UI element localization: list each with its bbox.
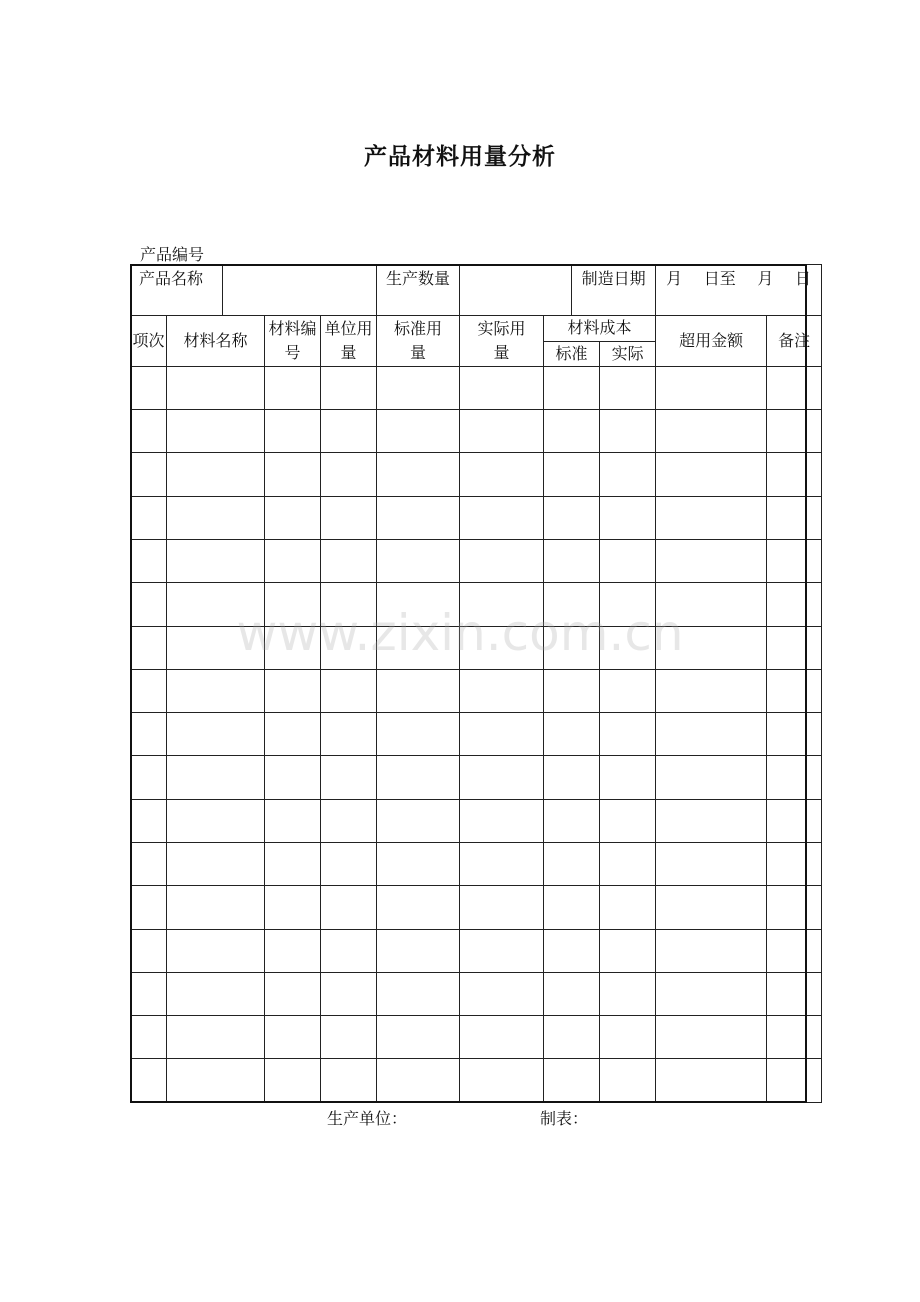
cell-material-name[interactable] bbox=[167, 539, 265, 582]
table-row bbox=[131, 929, 822, 972]
cell-cost-standard[interactable] bbox=[544, 669, 600, 712]
cell-material-name[interactable] bbox=[167, 799, 265, 842]
cell-remarks[interactable] bbox=[767, 1016, 822, 1059]
cell-standard-usage[interactable] bbox=[377, 886, 460, 929]
cell-material-code[interactable] bbox=[265, 583, 321, 626]
cell-remarks[interactable] bbox=[767, 972, 822, 1015]
cell-item-no[interactable] bbox=[131, 366, 167, 409]
table-row bbox=[131, 972, 822, 1015]
cell-actual-usage[interactable] bbox=[460, 886, 544, 929]
cell-overuse-amount[interactable] bbox=[656, 756, 767, 799]
cell-cost-standard[interactable] bbox=[544, 410, 600, 453]
cell-overuse-amount[interactable] bbox=[656, 972, 767, 1015]
table-row bbox=[131, 453, 822, 496]
cell-remarks[interactable] bbox=[767, 496, 822, 539]
cell-material-code[interactable] bbox=[265, 626, 321, 669]
cell-cost-actual[interactable] bbox=[600, 410, 656, 453]
cell-actual-usage[interactable] bbox=[460, 842, 544, 885]
col-material-name: 材料名称 bbox=[167, 316, 265, 366]
cell-unit-usage[interactable] bbox=[321, 1059, 377, 1103]
cell-cost-actual[interactable] bbox=[600, 453, 656, 496]
cell-standard-usage[interactable] bbox=[377, 799, 460, 842]
cell-material-name[interactable] bbox=[167, 886, 265, 929]
cell-standard-usage[interactable] bbox=[377, 842, 460, 885]
cell-unit-usage[interactable] bbox=[321, 1016, 377, 1059]
cell-item-no[interactable] bbox=[131, 669, 167, 712]
column-header-row-1 bbox=[131, 316, 822, 341]
cell-remarks[interactable] bbox=[767, 539, 822, 582]
col-cost-standard: 标准 bbox=[544, 341, 600, 366]
cell-item-no[interactable] bbox=[131, 842, 167, 885]
cell-material-name[interactable] bbox=[167, 756, 265, 799]
cell-item-no[interactable] bbox=[131, 972, 167, 1015]
cell-material-name[interactable] bbox=[167, 842, 265, 885]
cell-material-code[interactable] bbox=[265, 713, 321, 756]
cell-cost-standard[interactable] bbox=[544, 453, 600, 496]
product-name-field[interactable] bbox=[223, 265, 377, 316]
cell-cost-actual[interactable] bbox=[600, 842, 656, 885]
cell-standard-usage[interactable] bbox=[377, 972, 460, 1015]
cell-material-name[interactable] bbox=[167, 583, 265, 626]
cell-actual-usage[interactable] bbox=[460, 453, 544, 496]
cell-actual-usage[interactable] bbox=[460, 756, 544, 799]
cell-remarks[interactable] bbox=[767, 713, 822, 756]
date-month-to: 月 bbox=[757, 269, 774, 288]
cell-cost-standard[interactable] bbox=[544, 366, 600, 409]
col-overuse-amount: 超用金额 bbox=[656, 316, 767, 366]
cell-unit-usage[interactable] bbox=[321, 583, 377, 626]
cell-overuse-amount[interactable] bbox=[656, 366, 767, 409]
cell-remarks[interactable] bbox=[767, 799, 822, 842]
table-row bbox=[131, 756, 822, 799]
cell-unit-usage[interactable] bbox=[321, 713, 377, 756]
cell-overuse-amount[interactable] bbox=[656, 453, 767, 496]
cell-unit-usage[interactable] bbox=[321, 842, 377, 885]
product-code-label: 产品编号 bbox=[140, 245, 205, 264]
cell-cost-actual[interactable] bbox=[600, 972, 656, 1015]
cell-remarks[interactable] bbox=[767, 756, 822, 799]
cell-material-name[interactable] bbox=[167, 713, 265, 756]
cell-actual-usage[interactable] bbox=[460, 626, 544, 669]
cell-remarks[interactable] bbox=[767, 626, 822, 669]
cell-cost-standard[interactable] bbox=[544, 539, 600, 582]
watermark: www.zixin.com.cn bbox=[236, 604, 684, 662]
cell-overuse-amount[interactable] bbox=[656, 410, 767, 453]
cell-standard-usage[interactable] bbox=[377, 496, 460, 539]
cell-cost-standard[interactable] bbox=[544, 842, 600, 885]
cell-overuse-amount[interactable] bbox=[656, 1059, 767, 1103]
table-row bbox=[131, 886, 822, 929]
cell-unit-usage[interactable] bbox=[321, 539, 377, 582]
date-day-to: 日至 bbox=[703, 269, 736, 288]
cell-material-name[interactable] bbox=[167, 1059, 265, 1103]
cell-unit-usage[interactable] bbox=[321, 453, 377, 496]
col-standard-usage: 标准用量 bbox=[377, 316, 460, 366]
cell-standard-usage[interactable] bbox=[377, 1016, 460, 1059]
table-row bbox=[131, 1059, 822, 1103]
cell-cost-actual[interactable] bbox=[600, 366, 656, 409]
prepared-by-label: 制表： bbox=[540, 1109, 589, 1128]
cell-material-name[interactable] bbox=[167, 929, 265, 972]
cell-remarks[interactable] bbox=[767, 1059, 822, 1103]
cell-unit-usage[interactable] bbox=[321, 972, 377, 1015]
cell-remarks[interactable] bbox=[767, 583, 822, 626]
table-row bbox=[131, 626, 822, 669]
cell-standard-usage[interactable] bbox=[377, 756, 460, 799]
cell-cost-standard[interactable] bbox=[544, 583, 600, 626]
cell-material-code[interactable] bbox=[265, 539, 321, 582]
cell-material-name[interactable] bbox=[167, 496, 265, 539]
table-row bbox=[131, 410, 822, 453]
cell-overuse-amount[interactable] bbox=[656, 669, 767, 712]
cell-material-name[interactable] bbox=[167, 366, 265, 409]
cell-cost-actual[interactable] bbox=[600, 929, 656, 972]
col-cost-actual: 实际 bbox=[600, 341, 656, 366]
cell-unit-usage[interactable] bbox=[321, 929, 377, 972]
cell-item-no[interactable] bbox=[131, 929, 167, 972]
cell-cost-actual[interactable] bbox=[600, 713, 656, 756]
cell-item-no[interactable] bbox=[131, 410, 167, 453]
cell-actual-usage[interactable] bbox=[460, 410, 544, 453]
cell-cost-standard[interactable] bbox=[544, 756, 600, 799]
cell-standard-usage[interactable] bbox=[377, 929, 460, 972]
cell-material-name[interactable] bbox=[167, 410, 265, 453]
cell-item-no[interactable] bbox=[131, 1016, 167, 1059]
cell-actual-usage[interactable] bbox=[460, 539, 544, 582]
cell-standard-usage[interactable] bbox=[377, 410, 460, 453]
cell-item-no[interactable] bbox=[131, 1059, 167, 1103]
cell-item-no[interactable] bbox=[131, 626, 167, 669]
cell-cost-actual[interactable] bbox=[600, 799, 656, 842]
cell-actual-usage[interactable] bbox=[460, 496, 544, 539]
cell-remarks[interactable] bbox=[767, 669, 822, 712]
page-title: 产品材料用量分析 bbox=[364, 144, 556, 170]
col-material-code: 材料编号 bbox=[265, 316, 321, 366]
cell-material-code[interactable] bbox=[265, 756, 321, 799]
cell-unit-usage[interactable] bbox=[321, 886, 377, 929]
cell-item-no[interactable] bbox=[131, 453, 167, 496]
col-item-no: 项次 bbox=[131, 316, 167, 366]
cell-actual-usage[interactable] bbox=[460, 972, 544, 1015]
cell-item-no[interactable] bbox=[131, 583, 167, 626]
cell-material-name[interactable] bbox=[167, 453, 265, 496]
production-qty-field[interactable] bbox=[460, 265, 572, 316]
cell-item-no[interactable] bbox=[131, 886, 167, 929]
cell-cost-actual[interactable] bbox=[600, 1016, 656, 1059]
col-actual-usage: 实际用量 bbox=[460, 316, 544, 366]
cell-actual-usage[interactable] bbox=[460, 366, 544, 409]
cell-cost-actual[interactable] bbox=[600, 756, 656, 799]
cell-overuse-amount[interactable] bbox=[656, 842, 767, 885]
production-qty-label: 生产数量 bbox=[377, 265, 460, 316]
cell-standard-usage[interactable] bbox=[377, 1059, 460, 1103]
table-row bbox=[131, 366, 822, 409]
cell-material-code[interactable] bbox=[265, 410, 321, 453]
cell-material-code[interactable] bbox=[265, 1016, 321, 1059]
cell-actual-usage[interactable] bbox=[460, 1016, 544, 1059]
table-row bbox=[131, 539, 822, 582]
cell-unit-usage[interactable] bbox=[321, 799, 377, 842]
cell-cost-actual[interactable] bbox=[600, 1059, 656, 1103]
header-info-row bbox=[131, 265, 822, 316]
cell-cost-standard[interactable] bbox=[544, 972, 600, 1015]
product-name-label: 产品名称 bbox=[131, 265, 223, 316]
cell-material-code[interactable] bbox=[265, 799, 321, 842]
cell-overuse-amount[interactable] bbox=[656, 886, 767, 929]
table-row bbox=[131, 799, 822, 842]
cell-unit-usage[interactable] bbox=[321, 669, 377, 712]
cell-cost-standard[interactable] bbox=[544, 799, 600, 842]
cell-standard-usage[interactable] bbox=[377, 583, 460, 626]
material-usage-table bbox=[130, 264, 822, 1103]
cell-unit-usage[interactable] bbox=[321, 626, 377, 669]
cell-cost-standard[interactable] bbox=[544, 929, 600, 972]
cell-item-no[interactable] bbox=[131, 713, 167, 756]
cell-material-code[interactable] bbox=[265, 496, 321, 539]
cell-cost-standard[interactable] bbox=[544, 1016, 600, 1059]
cell-actual-usage[interactable] bbox=[460, 713, 544, 756]
table-row bbox=[131, 1016, 822, 1059]
cell-material-code[interactable] bbox=[265, 453, 321, 496]
cell-item-no[interactable] bbox=[131, 799, 167, 842]
cell-material-code[interactable] bbox=[265, 366, 321, 409]
mfg-date-label: 制造日期 bbox=[572, 265, 656, 316]
cell-unit-usage[interactable] bbox=[321, 366, 377, 409]
cell-overuse-amount[interactable] bbox=[656, 539, 767, 582]
cell-material-code[interactable] bbox=[265, 1059, 321, 1103]
cell-cost-standard[interactable] bbox=[544, 496, 600, 539]
cell-standard-usage[interactable] bbox=[377, 366, 460, 409]
table-row bbox=[131, 713, 822, 756]
cell-material-code[interactable] bbox=[265, 886, 321, 929]
date-month-from: 月 bbox=[666, 269, 683, 288]
table-row bbox=[131, 669, 822, 712]
cell-remarks[interactable] bbox=[767, 886, 822, 929]
cell-overuse-amount[interactable] bbox=[656, 1016, 767, 1059]
cell-overuse-amount[interactable] bbox=[656, 496, 767, 539]
cell-overuse-amount[interactable] bbox=[656, 929, 767, 972]
cell-remarks[interactable] bbox=[767, 453, 822, 496]
cell-overuse-amount[interactable] bbox=[656, 626, 767, 669]
cell-actual-usage[interactable] bbox=[460, 929, 544, 972]
cell-cost-actual[interactable] bbox=[600, 669, 656, 712]
cell-actual-usage[interactable] bbox=[460, 583, 544, 626]
col-material-cost: 材料成本 bbox=[544, 316, 656, 341]
table-row bbox=[131, 842, 822, 885]
cell-remarks[interactable] bbox=[767, 366, 822, 409]
date-day-end: 日 bbox=[795, 269, 812, 288]
cell-overuse-amount[interactable] bbox=[656, 713, 767, 756]
cell-cost-standard[interactable] bbox=[544, 626, 600, 669]
cell-cost-standard[interactable] bbox=[544, 713, 600, 756]
cell-cost-actual[interactable] bbox=[600, 626, 656, 669]
cell-overuse-amount[interactable] bbox=[656, 799, 767, 842]
cell-standard-usage[interactable] bbox=[377, 713, 460, 756]
col-unit-usage: 单位用量 bbox=[321, 316, 377, 366]
cell-cost-standard[interactable] bbox=[544, 886, 600, 929]
cell-material-code[interactable] bbox=[265, 929, 321, 972]
table-row bbox=[131, 583, 822, 626]
cell-cost-actual[interactable] bbox=[600, 886, 656, 929]
cell-item-no[interactable] bbox=[131, 496, 167, 539]
cell-actual-usage[interactable] bbox=[460, 669, 544, 712]
cell-actual-usage[interactable] bbox=[460, 799, 544, 842]
cell-material-name[interactable] bbox=[167, 972, 265, 1015]
cell-overuse-amount[interactable] bbox=[656, 583, 767, 626]
cell-remarks[interactable] bbox=[767, 842, 822, 885]
table-row bbox=[131, 496, 822, 539]
cell-material-name[interactable] bbox=[167, 669, 265, 712]
cell-material-code[interactable] bbox=[265, 842, 321, 885]
cell-material-name[interactable] bbox=[167, 626, 265, 669]
cell-standard-usage[interactable] bbox=[377, 453, 460, 496]
cell-standard-usage[interactable] bbox=[377, 669, 460, 712]
cell-unit-usage[interactable] bbox=[321, 496, 377, 539]
col-remarks: 备注 bbox=[767, 316, 822, 366]
cell-remarks[interactable] bbox=[767, 929, 822, 972]
cell-material-code[interactable] bbox=[265, 972, 321, 1015]
cell-cost-actual[interactable] bbox=[600, 496, 656, 539]
cell-cost-actual[interactable] bbox=[600, 539, 656, 582]
cell-cost-standard[interactable] bbox=[544, 1059, 600, 1103]
cell-standard-usage[interactable] bbox=[377, 626, 460, 669]
mfg-date-field[interactable] bbox=[656, 265, 822, 316]
cell-material-name[interactable] bbox=[167, 1016, 265, 1059]
cell-material-code[interactable] bbox=[265, 669, 321, 712]
cell-remarks[interactable] bbox=[767, 410, 822, 453]
cell-actual-usage[interactable] bbox=[460, 1059, 544, 1103]
production-unit-label: 生产单位： bbox=[327, 1109, 408, 1128]
cell-unit-usage[interactable] bbox=[321, 756, 377, 799]
cell-cost-actual[interactable] bbox=[600, 583, 656, 626]
cell-unit-usage[interactable] bbox=[321, 410, 377, 453]
cell-item-no[interactable] bbox=[131, 756, 167, 799]
cell-standard-usage[interactable] bbox=[377, 539, 460, 582]
cell-item-no[interactable] bbox=[131, 539, 167, 582]
